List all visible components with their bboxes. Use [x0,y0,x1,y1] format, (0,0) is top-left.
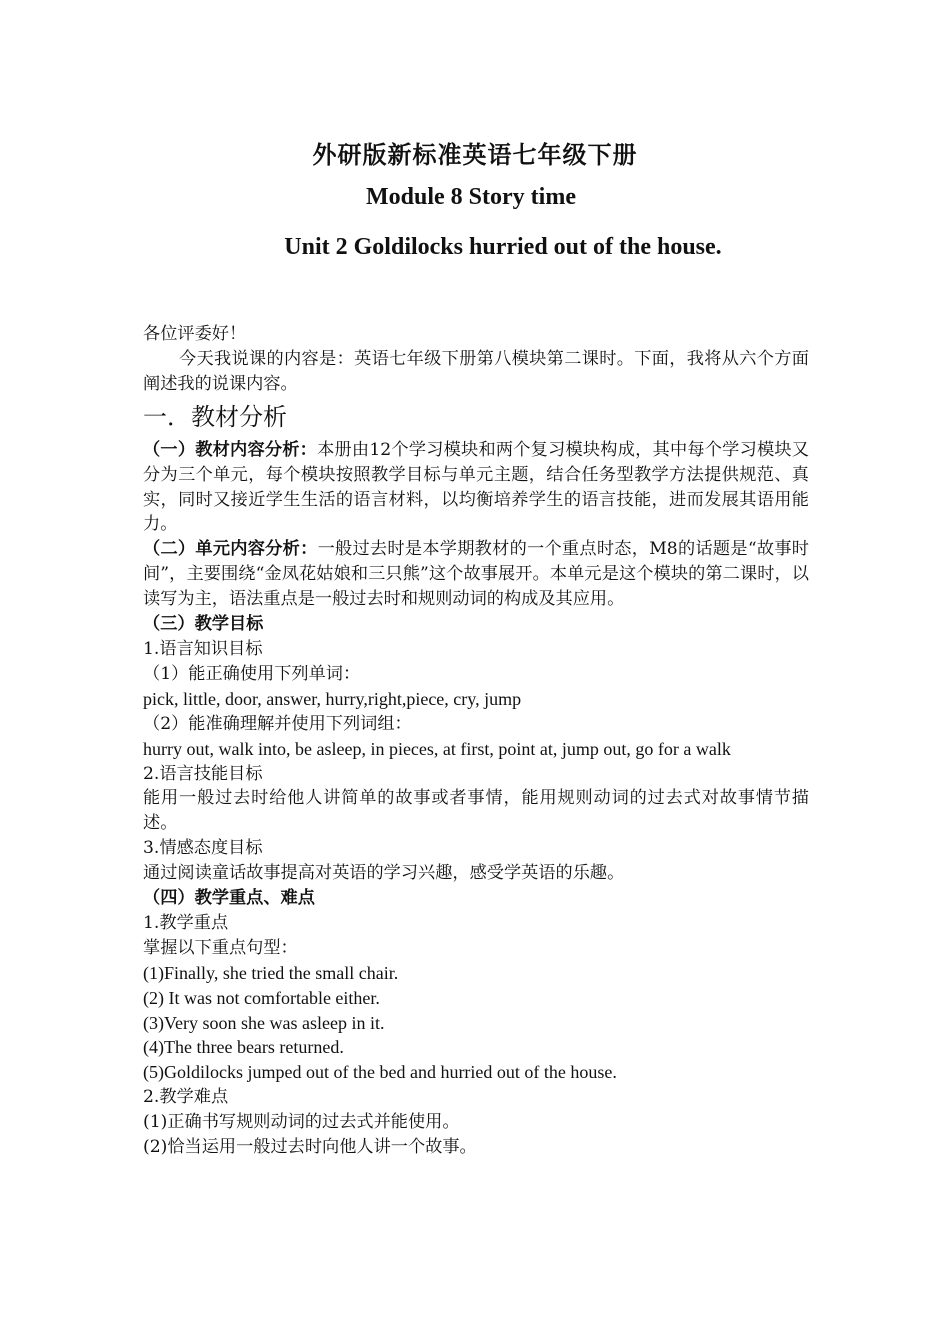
key-points-label: 1.教学重点 [143,912,229,933]
goal-language-skills-text: 能用一般过去时给他人讲简单的故事或者事情，能用规则动词的过去式对故事情节描述。 [143,788,809,834]
key-sentence: (5)Goldilocks jumped out of the bed and hurried out of the house. [143,1062,617,1083]
key-sentences-intro: 掌握以下重点句型： [143,937,298,958]
key-sentence: (3)Very soon she was asleep in it. [143,1012,385,1033]
key-sentence: (4)The three bears returned. [143,1037,344,1058]
goal-language-knowledge: 1.语言知识目标 [143,638,263,659]
key-points-heading: （四）教学重点、难点 [143,888,315,909]
content-analysis-label: （一）教材内容分析： [143,439,318,460]
goal-words-intro: （1）能正确使用下列单词： [143,663,361,684]
unit-analysis-text: 一般过去时是本学期教材的一个重点时态，M8的话题是“故事时间”，主要围绕“金凤花姑娘和三只熊”这个故事展开。本单元是这个模块的第二课时，以读写为主，语法重点是一般过去时和规则动词的构成及其应用。 [143,539,809,610]
goal-phrases-intro: （2）能准确理解并使用下列词组： [143,713,412,734]
module-title: Module 8 Story time [366,184,576,210]
difficulty-item: (1)正确书写规则动词的过去式并能使用。 [143,1112,460,1133]
difficulties-label: 2.教学难点 [143,1087,229,1108]
intro-paragraph: 今天我说课的内容是：英语七年级下册第八模块第二课时。下面，我将从六个方面阐述我的说课内容。 [143,348,809,394]
goal-emotion-text: 通过阅读童话故事提高对英语的学习兴趣，感受学英语的乐趣。 [143,863,625,884]
unit-analysis-label: （二）单元内容分析： [143,539,318,560]
greeting: 各位评委好！ [143,324,247,344]
content-analysis-text: 本册由12个学习模块和两个复习模块构成，其中每个学习模块又分为三个单元，每个模块按照教学目标与单元主题，结合任务型教学方法提供规范、真实，同时又接近学生生活的语言材料，以均衡培养学生的语言技能，进而发展其语用能力。 [143,439,809,535]
content-analysis-paragraph [143,438,809,538]
goal-language-skills: 2.语言技能目标 [143,763,263,784]
goal-emotion: 3.情感态度目标 [143,838,263,859]
teaching-goals-heading: （三）教学目标 [143,614,264,635]
phrase-list: hurry out, walk into, be asleep, in pieces, at first, point at, jump out, go for a walk [143,738,731,759]
key-sentence: (2) It was not comfortable either. [143,987,380,1008]
section-heading: 一．教材分析 [143,402,287,431]
document-title: 外研版新标准英语七年级下册 [312,143,638,169]
unit-analysis-paragraph [143,537,809,612]
word-list: pick, little, door, answer, hurry,right,piece, cry, jump [143,688,522,709]
unit-title: Unit 2 Goldilocks hurried out of the house. [284,234,722,260]
document-body [143,322,809,1160]
difficulty-item: (2)恰当运用一般过去时向他人讲一个故事。 [143,1137,477,1158]
key-sentence: (1)Finally, she tried the small chair. [143,962,399,983]
